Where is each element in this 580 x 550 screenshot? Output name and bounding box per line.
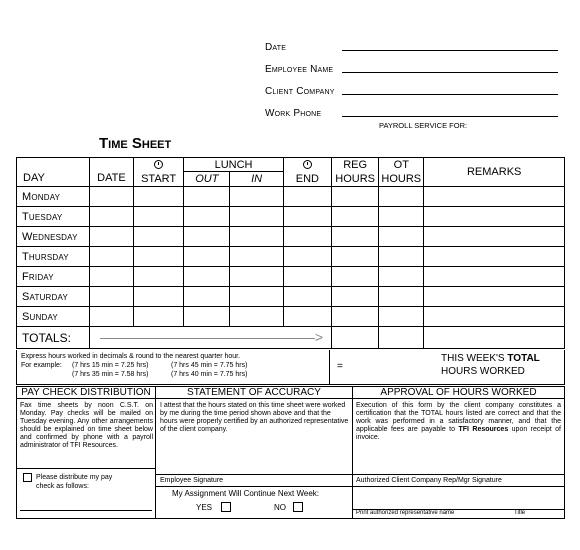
col-date-header: DATE [89, 158, 133, 187]
no-checkbox[interactable] [293, 502, 303, 512]
employee-signature-line[interactable] [155, 474, 353, 475]
table-row [17, 247, 565, 267]
ot-hours-cell[interactable] [379, 287, 424, 307]
day-label: Sunday [17, 307, 90, 327]
example-2: (7 hrs 35 min = 7.58 hrs) [72, 371, 149, 378]
start-cell[interactable] [133, 187, 183, 207]
col-ot-header-2: HOURS [379, 172, 424, 187]
ot-hours-cell[interactable] [379, 187, 424, 207]
distribute-label-1: Please distribute my pay [36, 474, 113, 481]
distribute-checkbox[interactable] [23, 473, 32, 482]
clock-icon [303, 160, 312, 169]
approval-text-a: Execution of this form by the client company constitutes a certification that the TOTAL hours listed are correct and that the work was performed in a satisfactory manner, and that the applicable fees are payable to [356, 402, 561, 433]
total-remarks-cell [424, 327, 565, 349]
yes-checkbox[interactable] [221, 502, 231, 512]
approval-text-c: upon receipt of invoice. [356, 426, 561, 441]
col-reg-header-1: REG [332, 158, 379, 172]
start-cell[interactable] [133, 267, 183, 287]
employee-signature-label: Employee Signature [160, 477, 224, 484]
work-phone-label: Work Phone [265, 108, 322, 119]
day-label: Friday [17, 267, 90, 287]
col-start-header: START [133, 172, 183, 187]
print-name-label: Print authorized representative name [356, 510, 455, 516]
table-row [17, 267, 565, 287]
approval-text [356, 402, 561, 442]
col-ot-header-1: OT [379, 158, 424, 172]
out-cell[interactable] [184, 247, 230, 267]
accuracy-heading: STATEMENT OF ACCURACY [187, 387, 321, 398]
ot-hours-cell[interactable] [379, 267, 424, 287]
table-row [17, 287, 565, 307]
arrow-line [100, 338, 315, 339]
in-cell[interactable] [230, 227, 283, 247]
out-cell[interactable] [184, 307, 230, 327]
out-cell[interactable] [184, 227, 230, 247]
day-label: Tuesday [17, 207, 90, 227]
end-cell[interactable] [283, 187, 331, 207]
date-cell[interactable] [89, 247, 133, 267]
day-label: Monday [17, 187, 90, 207]
start-cell[interactable] [133, 307, 183, 327]
col-remarks-header: REMARKS [424, 158, 565, 187]
remarks-cell[interactable] [424, 247, 565, 267]
client-company-field[interactable] [342, 94, 558, 95]
reg-hours-cell[interactable] [332, 227, 379, 247]
reg-hours-cell[interactable] [332, 187, 379, 207]
employee-name-label: Employee Name [265, 64, 334, 75]
start-cell[interactable] [133, 247, 183, 267]
col-lunch-header: LUNCH [184, 158, 284, 172]
totals-label: TOTALS: [17, 327, 90, 349]
totals-row [17, 327, 565, 349]
employee-name-field[interactable] [342, 72, 558, 73]
out-cell[interactable] [184, 267, 230, 287]
remarks-cell[interactable] [424, 207, 565, 227]
total-ot-hours-cell[interactable] [379, 327, 424, 349]
col-out-header: OUT [184, 172, 230, 187]
paycheck-text: Fax time sheets by noon C.S.T. on Monday. Pay checks will be mailed on Tuesday evening. Any other arrangements should be explained on time sheet below and confirmed by phone with a payroll administrator of TFI Resources. [20, 402, 153, 449]
out-cell[interactable] [184, 207, 230, 227]
end-cell[interactable] [283, 287, 331, 307]
end-cell[interactable] [283, 207, 331, 227]
paycheck-heading: PAY CHECK DISTRIBUTION [21, 387, 151, 398]
in-cell[interactable] [230, 207, 283, 227]
date-cell[interactable] [89, 267, 133, 287]
assignment-label: My Assignment Will Continue Next Week: [172, 489, 320, 498]
remarks-cell[interactable] [424, 287, 565, 307]
distribute-label-2: check as follows: [36, 483, 89, 490]
yes-label: YES [196, 503, 213, 512]
clock-icon [154, 160, 163, 169]
week-total-label-1 [441, 353, 540, 364]
reg-hours-cell[interactable] [332, 247, 379, 267]
accuracy-text: I attest that the hours stated on this time sheet were worked by me during the time period shown above and that the hours were properly certified by an authorized representative of the client company. [160, 402, 349, 433]
date-cell[interactable] [89, 287, 133, 307]
reg-hours-cell[interactable] [332, 307, 379, 327]
distribute-line[interactable] [20, 510, 152, 511]
example-1: (7 hrs 15 min = 7.25 hrs) [72, 362, 149, 369]
date-cell[interactable] [89, 207, 133, 227]
col-end-header: END [283, 172, 331, 187]
title-label: Title [514, 510, 526, 516]
start-cell[interactable] [133, 287, 183, 307]
date-cell[interactable] [89, 227, 133, 247]
day-label: Saturday [17, 287, 90, 307]
in-cell[interactable] [230, 287, 283, 307]
reg-hours-cell[interactable] [332, 287, 379, 307]
week-total-text: THIS WEEK'S [441, 353, 508, 364]
start-cell[interactable] [133, 227, 183, 247]
equals-sign: = [337, 361, 343, 372]
time-sheet-table [16, 157, 565, 349]
ot-hours-cell[interactable] [379, 207, 424, 227]
page-title: Time Sheet [99, 135, 172, 152]
payroll-service-label: PAYROLL SERVICE FOR: [379, 121, 468, 130]
table-row [17, 307, 565, 327]
approval-heading: APPROVAL OF HOURS WORKED [380, 387, 537, 398]
date-label: Date [265, 42, 287, 53]
client-signature-label: Authorized Client Company Rep/Mgr Signature [356, 477, 502, 484]
arrow-right-icon: > [314, 329, 324, 345]
reg-hours-cell[interactable] [332, 207, 379, 227]
remarks-cell[interactable] [424, 227, 565, 247]
end-cell[interactable] [283, 227, 331, 247]
remarks-cell[interactable] [424, 267, 565, 287]
example-4: (7 hrs 40 min = 7.75 hrs) [171, 371, 248, 378]
start-clock-cell [133, 158, 183, 172]
work-phone-field[interactable] [342, 116, 558, 117]
end-cell[interactable] [283, 267, 331, 287]
col-day-header: DAY [17, 158, 90, 187]
totals-arrow-cell [89, 327, 331, 349]
day-label: Thursday [17, 247, 90, 267]
ot-hours-cell[interactable] [379, 307, 424, 327]
no-label: NO [274, 503, 286, 512]
remarks-cell[interactable] [424, 307, 565, 327]
reg-hours-cell[interactable] [332, 267, 379, 287]
client-company-label: Client Company [265, 86, 335, 97]
out-cell[interactable] [184, 287, 230, 307]
in-cell[interactable] [230, 307, 283, 327]
table-row [17, 187, 565, 207]
express-instructions: Express hours worked in decimals & round to the nearest quarter hour. [21, 353, 241, 360]
example-3: (7 hrs 45 min = 7.75 hrs) [171, 362, 248, 369]
col-reg-header-2: HOURS [332, 172, 379, 187]
table-row [17, 227, 565, 247]
end-cell[interactable] [283, 247, 331, 267]
end-clock-cell [283, 158, 331, 172]
approval-text-company: TFI Resources [458, 426, 509, 433]
end-cell[interactable] [283, 307, 331, 327]
day-label: Wednesday [17, 227, 90, 247]
date-field[interactable] [342, 50, 558, 51]
week-total-bold: TOTAL [507, 353, 540, 364]
client-signature-line[interactable] [352, 474, 565, 475]
col-in-header: IN [230, 172, 283, 187]
date-cell[interactable] [89, 187, 133, 207]
table-row [17, 207, 565, 227]
in-cell[interactable] [230, 187, 283, 207]
ot-hours-cell[interactable] [379, 227, 424, 247]
out-cell[interactable] [184, 187, 230, 207]
week-total-label-2: HOURS WORKED [441, 366, 525, 377]
in-cell[interactable] [230, 247, 283, 267]
date-cell[interactable] [89, 307, 133, 327]
in-cell[interactable] [230, 267, 283, 287]
example-label: For example: [21, 362, 62, 369]
start-cell[interactable] [133, 207, 183, 227]
total-reg-hours-cell[interactable] [332, 327, 379, 349]
ot-hours-cell[interactable] [379, 247, 424, 267]
remarks-cell[interactable] [424, 187, 565, 207]
